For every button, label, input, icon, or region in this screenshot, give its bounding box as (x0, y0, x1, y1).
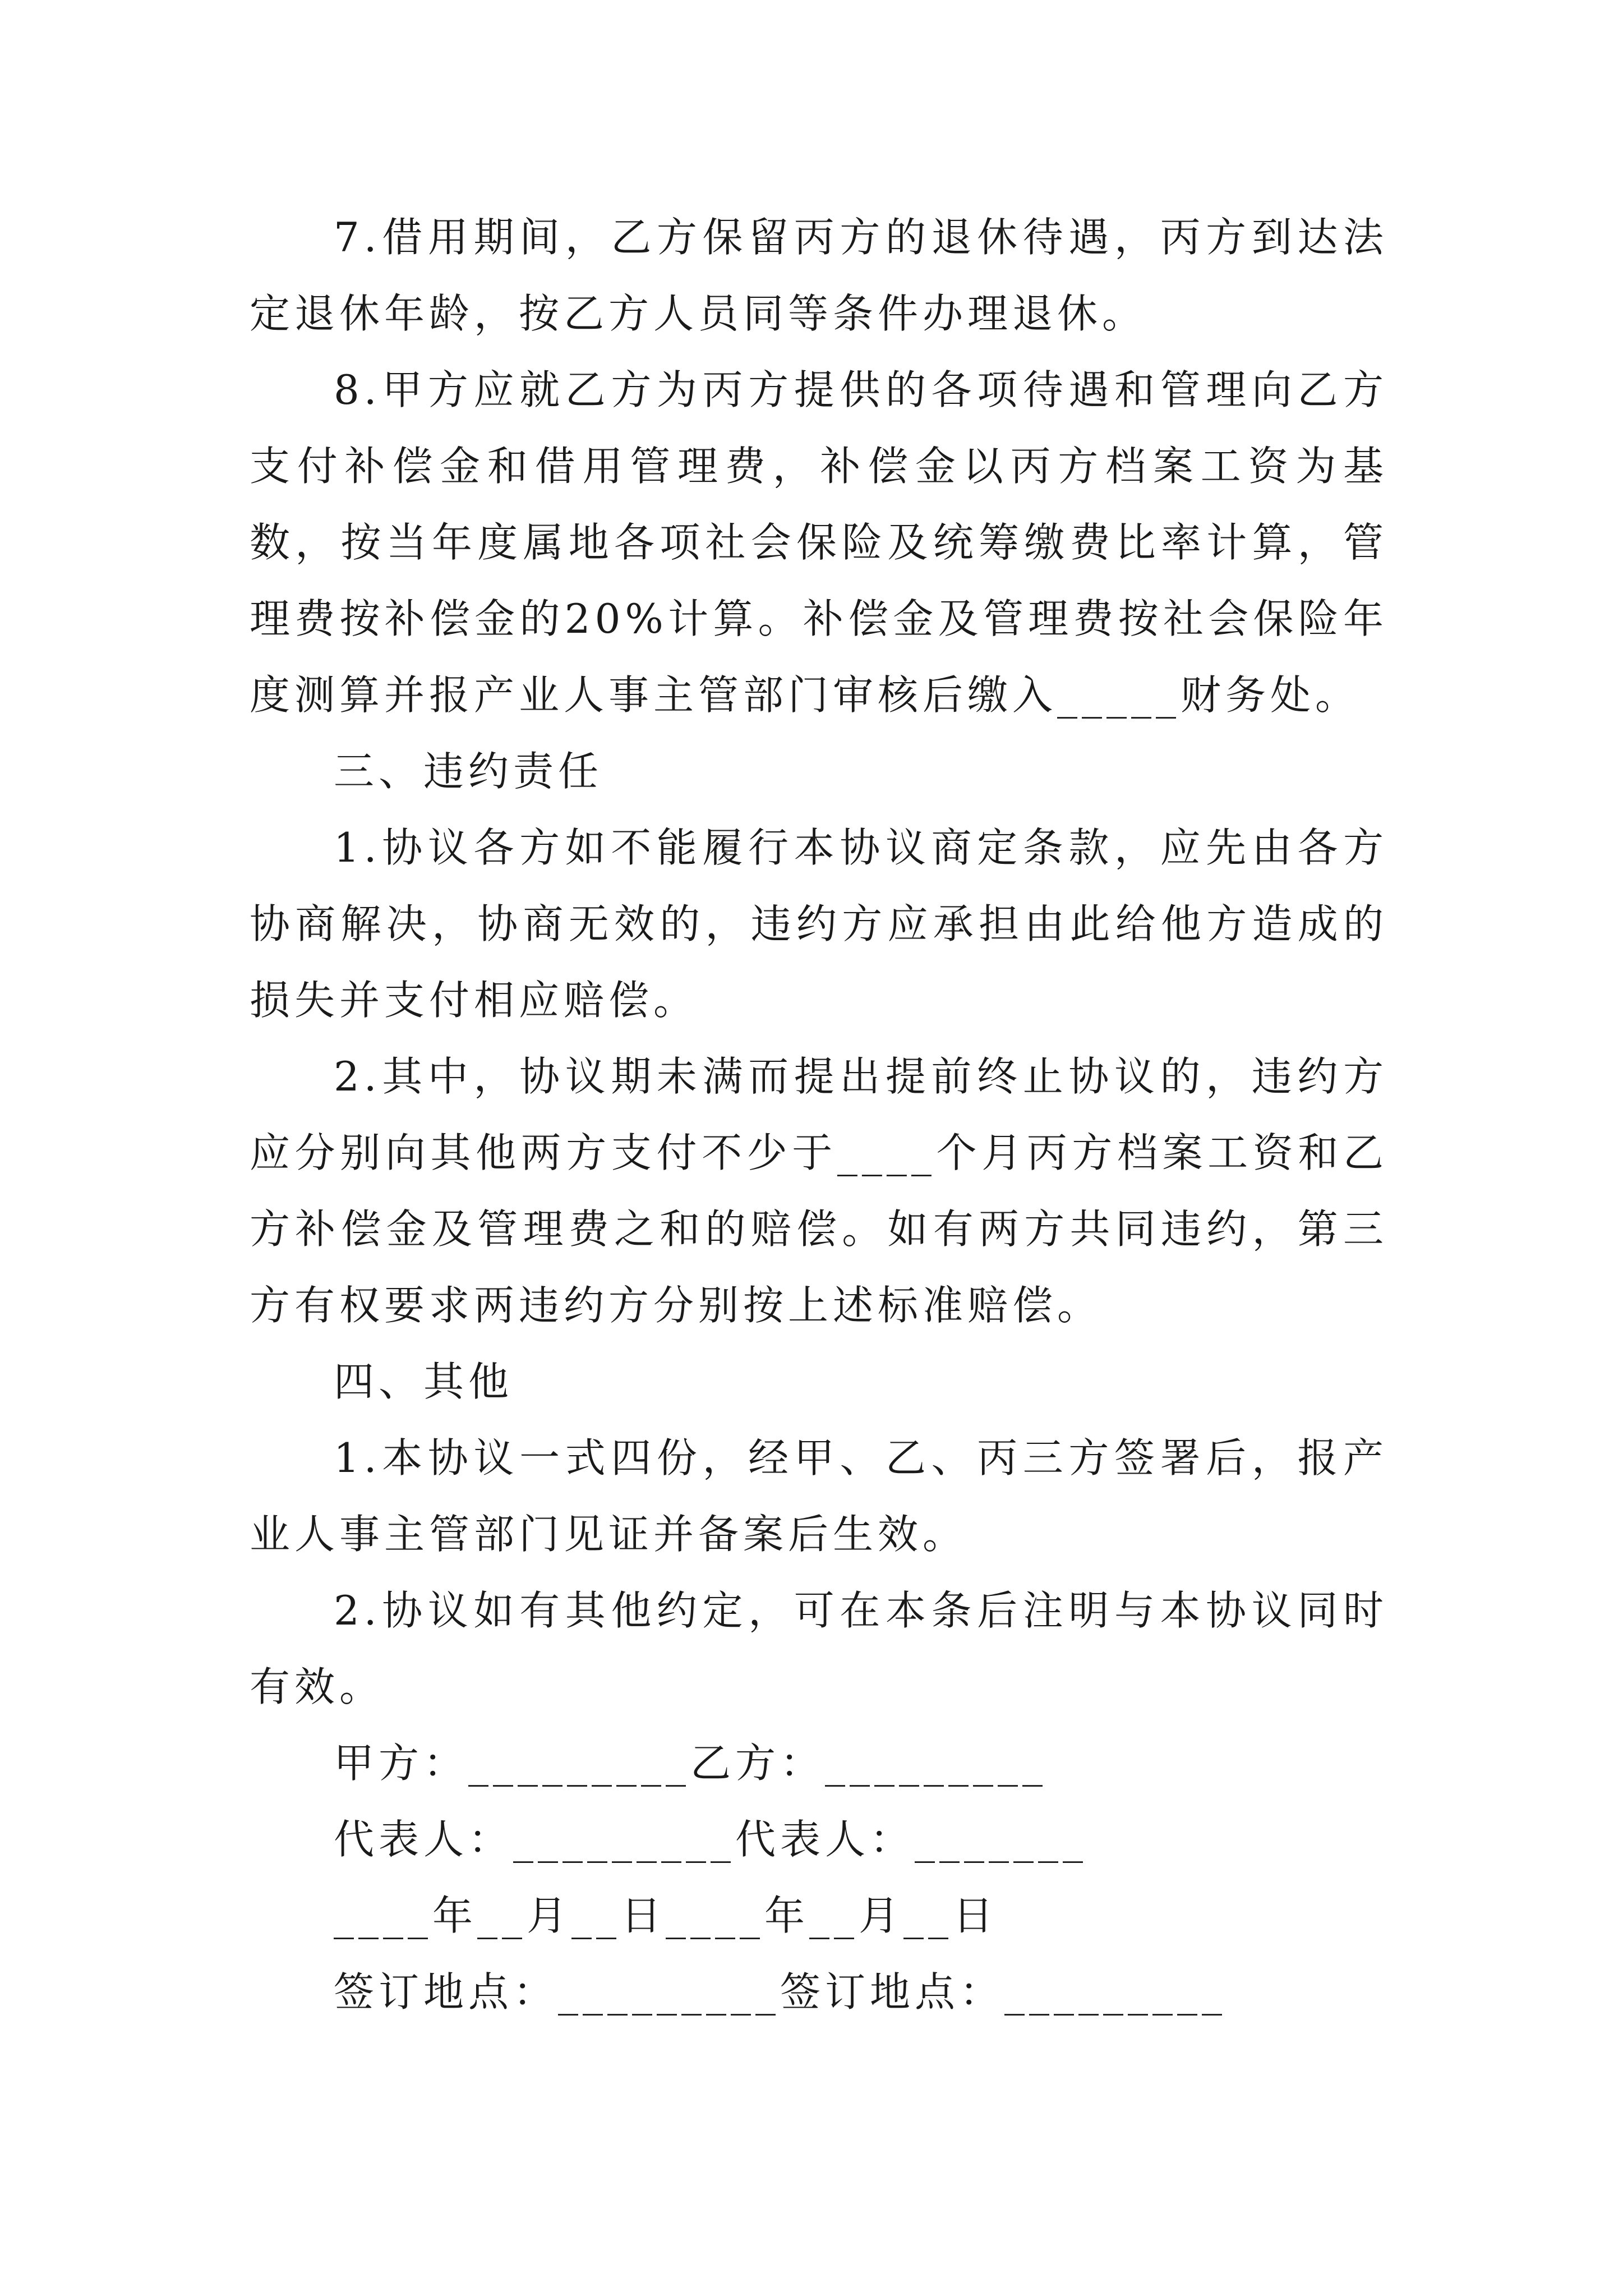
breach-clause-1: 1.协议各方如不能履行本协议商定条款，应先由各方协商解决，协商无效的，违约方应承担由此给他方造成的损失并支付相应赔偿。 (250, 824, 1388, 1024)
document-body (250, 199, 1388, 2030)
clause-8: 8.甲方应就乙方为丙方提供的各项待遇和管理向乙方支付补偿金和借用管理费，补偿金以丙方档案工资为基数，按当年度属地各项社会保险及统筹缴费比率计算，管理费按补偿金的20%计算。补偿金及管理费按社会保险年度测算并报产业人事主管部门审核后缴入_____财务处。 (250, 366, 1388, 719)
signature-location-line: 签订地点：_________签订地点：_________ (334, 1968, 1227, 2016)
breach-clause-2: 2.其中，协议期未满而提出提前终止协议的，违约方应分别向其他两方支付不少于____个月丙方档案工资和乙方补偿金及管理费之和的赔偿。如有两方共同违约，第三方有权要求两违约方分别按上述标准赔偿。 (250, 1053, 1388, 1329)
other-clause-2: 2.协议如有其他约定，可在本条后注明与本协议同时有效。 (250, 1587, 1388, 1710)
section-four-heading: 四、其他 (334, 1358, 514, 1405)
other-clause-1: 1.本协议一式四份，经甲、乙、丙三方签署后，报产业人事主管部门见证并备案后生效。 (250, 1434, 1388, 1558)
signature-date-line: ____年__月__日____年__月__日 (334, 1892, 998, 1939)
signature-party-line: 甲方：_________乙方：_________ (334, 1740, 1048, 1787)
clause-7: 7.借用期间，乙方保留丙方的退休待遇，丙方到达法定退休年龄，按乙方人员同等条件办理退休。 (250, 214, 1388, 337)
section-three-heading: 三、违约责任 (334, 748, 603, 795)
signature-representative-line: 代表人：_________代表人：_______ (334, 1816, 1088, 1863)
